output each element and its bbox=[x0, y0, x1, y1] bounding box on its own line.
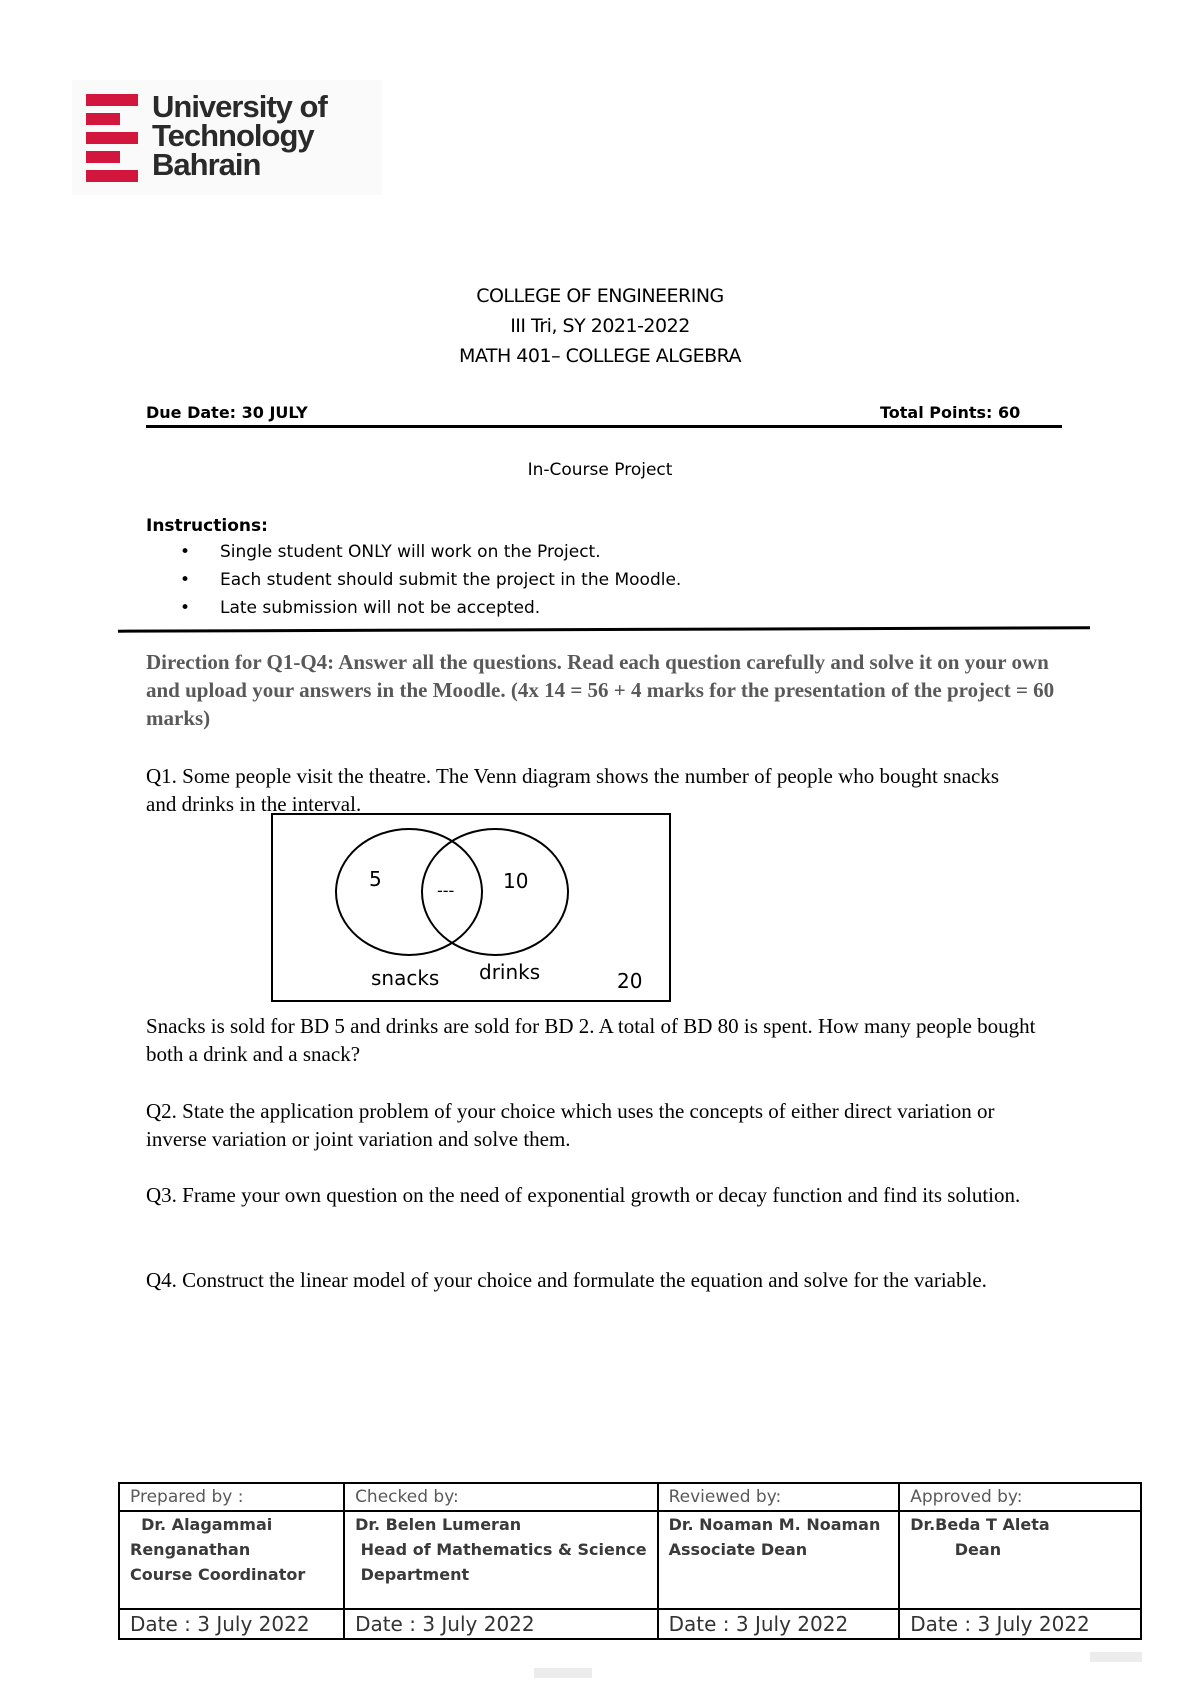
footer-mark bbox=[534, 1668, 592, 1678]
outside-count: 20 bbox=[617, 969, 643, 993]
checker-cell bbox=[344, 1511, 658, 1609]
approver-cell bbox=[899, 1511, 1141, 1609]
approved-by-label: Approved by: bbox=[899, 1483, 1141, 1511]
reviewer-title: Associate Dean bbox=[668, 1540, 808, 1559]
prepared-by-label: Prepared by : bbox=[119, 1483, 344, 1511]
section-divider bbox=[118, 626, 1090, 632]
due-date: Due Date: 30 JULY bbox=[146, 403, 308, 422]
project-type: In-Course Project bbox=[527, 460, 673, 480]
checker-title-cont: Department bbox=[355, 1565, 470, 1584]
college-name: COLLEGE OF ENGINEERING bbox=[476, 285, 724, 307]
question-4: Q4. Construct the linear model of your choice and formulate the equation and solve for the variable. bbox=[146, 1268, 987, 1292]
instructions-heading: Instructions: bbox=[146, 516, 268, 536]
preparer-cell bbox=[119, 1511, 344, 1609]
course-title: MATH 401– COLLEGE ALGEBRA bbox=[458, 345, 742, 367]
reviewed-date: Date : 3 July 2022 bbox=[658, 1609, 900, 1639]
approver-title: Dean bbox=[910, 1540, 1002, 1559]
venn-diagram bbox=[271, 813, 671, 1002]
question-2: Q2. State the application problem of your choice which uses the concepts of either direct variation or inverse variation or joint variation and solve them. bbox=[146, 1099, 995, 1151]
footer-mark bbox=[1090, 1652, 1142, 1662]
approver-name: Dr.Beda T Aleta bbox=[910, 1515, 1050, 1534]
preparer-title: Course Coordinator bbox=[130, 1565, 306, 1584]
drinks-only-count: 10 bbox=[503, 869, 529, 893]
logo-emblem bbox=[86, 94, 138, 182]
preparer-name: Dr. Alagammai bbox=[130, 1515, 273, 1534]
term: III Tri, SY 2021-2022 bbox=[510, 315, 690, 337]
snacks-only-count: 5 bbox=[369, 867, 382, 891]
checker-name: Dr. Belen Lumeran bbox=[355, 1515, 522, 1534]
prepared-date: Date : 3 July 2022 bbox=[119, 1609, 344, 1639]
preparer-name-cont: Renganathan bbox=[130, 1540, 251, 1559]
reviewer-cell bbox=[658, 1511, 900, 1609]
logo-wordmark: University of Technology Bahrain bbox=[152, 89, 327, 182]
header-rule bbox=[146, 425, 1062, 428]
approval-table bbox=[118, 1482, 1142, 1640]
drinks-label: drinks bbox=[479, 960, 541, 984]
snacks-label: snacks bbox=[371, 966, 440, 990]
approved-date: Date : 3 July 2022 bbox=[899, 1609, 1141, 1639]
question-1-intro: Q1. Some people visit the theatre. The Venn diagram shows the number of people who bought snacks and drinks in the interval. bbox=[146, 764, 1000, 816]
reviewer-name: Dr. Noaman M. Noaman bbox=[668, 1515, 881, 1534]
checked-by-label: Checked by: bbox=[344, 1483, 658, 1511]
both-count: --- bbox=[437, 881, 455, 900]
reviewed-by-label: Reviewed by: bbox=[658, 1483, 900, 1511]
checked-date: Date : 3 July 2022 bbox=[344, 1609, 658, 1639]
question-1-followup: Snacks is sold for BD 5 and drinks are sold for BD 2. A total of BD 80 is spent. How many people bought both a drink and a snack? bbox=[146, 1014, 1036, 1066]
question-3: Q3. Frame your own question on the need of exponential growth or decay function and find its solution. bbox=[146, 1183, 1021, 1207]
checker-title: Head of Mathematics & Science bbox=[355, 1540, 647, 1559]
university-logo bbox=[72, 80, 382, 195]
total-points: Total Points: 60 bbox=[880, 403, 1021, 422]
direction-text: Direction for Q1-Q4: Answer all the questions. Read each question carefully and solve it on your own and upload your answers in the Moodle. (4x 14 = 56 + 4 marks for the presentation of the project = 60 marks) bbox=[146, 650, 1055, 730]
